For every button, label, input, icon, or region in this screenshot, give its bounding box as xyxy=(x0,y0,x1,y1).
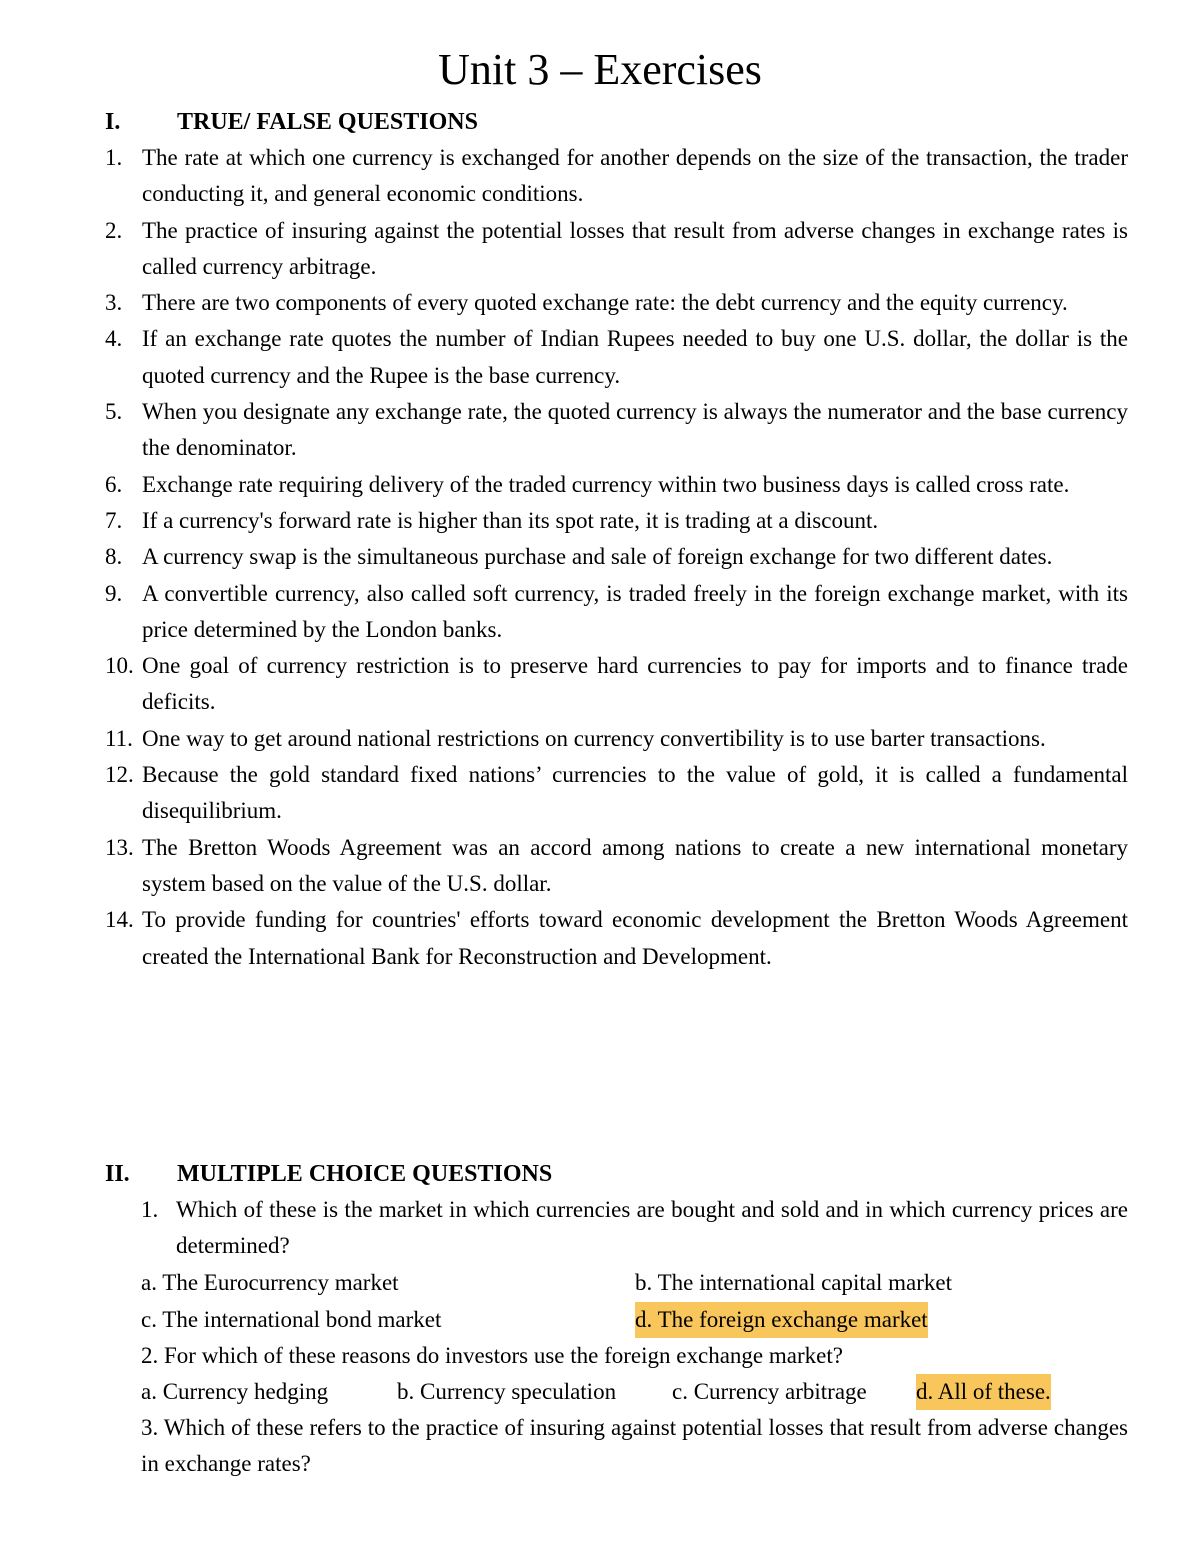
question-number: 3. xyxy=(105,290,123,316)
question-text: A convertible currency, also called soft currency, is traded freely in the foreign exchange market, with its price determined by the London banks. xyxy=(142,580,1128,642)
question-text: The practice of insuring against the potential losses that result from adverse changes in exchange rates is called currency arbitrage. xyxy=(142,217,1128,279)
section-number: II. xyxy=(105,1161,130,1187)
page-title: Unit 3 – Exercises xyxy=(438,45,762,94)
option-a: a. The Eurocurrency market xyxy=(141,1270,399,1295)
question-item xyxy=(105,648,1128,721)
question-item xyxy=(105,321,1128,394)
option-c: c. Currency arbitrage xyxy=(672,1379,867,1404)
question-number: 2. xyxy=(105,217,123,243)
section-title: MULTIPLE CHOICE QUESTIONS xyxy=(177,1161,553,1187)
question-item xyxy=(105,757,1128,830)
question-number: 8. xyxy=(105,544,123,570)
question-number: 10. xyxy=(105,653,134,679)
question-item xyxy=(105,830,1128,903)
question-item xyxy=(105,140,1128,213)
question-text: One goal of currency restriction is to preserve hard currencies to pay for imports and to finance trade deficits. xyxy=(142,653,1128,715)
option-c: c. The international bond market xyxy=(141,1307,442,1332)
question-text: The Bretton Woods Agreement was an accord among nations to create a new international monetary system based on the value of the U.S. dollar. xyxy=(142,834,1128,896)
question-text: If a currency's forward rate is higher than its spot rate, it is trading at a discount. xyxy=(142,507,879,533)
mc-question-2: 2. For which of these reasons do investors use the foreign exchange market? xyxy=(141,1343,843,1368)
question-item xyxy=(105,285,1128,321)
question-number: 1. xyxy=(141,1197,159,1222)
question-text: Because the gold standard fixed nations’ currencies to the value of gold, it is called a fundamental disequilibrium. xyxy=(142,762,1128,824)
question-item xyxy=(105,576,1128,649)
option-d-highlighted: d. All of these. xyxy=(916,1374,1051,1410)
question-number: 6. xyxy=(105,471,123,497)
option-a: a. Currency hedging xyxy=(141,1379,329,1404)
question-item xyxy=(105,467,1128,503)
question-text: When you designate any exchange rate, the quoted currency is always the numerator and the base currency the denominator. xyxy=(142,399,1128,461)
section-number: I. xyxy=(105,109,121,135)
option-b: b. The international capital market xyxy=(635,1270,952,1295)
question-text: If an exchange rate quotes the number of Indian Rupees needed to buy one U.S. dollar, the dollar is the quoted currency and the Rupee is the base currency. xyxy=(142,326,1128,388)
question-number: 13. xyxy=(105,834,134,860)
question-item xyxy=(105,539,1128,575)
question-text: There are two components of every quoted exchange rate: the debt currency and the equity currency. xyxy=(142,290,1068,316)
question-number: 4. xyxy=(105,326,123,352)
option-d-highlighted: d. The foreign exchange market xyxy=(635,1302,928,1338)
question-text: Exchange rate requiring delivery of the traded currency within two business days is called cross rate. xyxy=(142,471,1070,497)
question-text: The rate at which one currency is exchanged for another depends on the size of the transaction, the trader conducting it, and general economic conditions. xyxy=(142,145,1128,207)
mc-question-3: 3. Which of these refers to the practice of insuring against potential losses that result from adverse changes in exchange rates? xyxy=(141,1415,1128,1477)
section-title: TRUE/ FALSE QUESTIONS xyxy=(177,109,478,135)
question-number: 9. xyxy=(105,580,123,606)
question-item xyxy=(105,213,1128,286)
question-number: 1. xyxy=(105,145,123,170)
question-number: 5. xyxy=(105,399,123,425)
question-item xyxy=(105,721,1128,757)
question-item xyxy=(105,394,1128,467)
section-heading-multiple-choice xyxy=(105,1156,552,1192)
true-false-list xyxy=(105,140,1128,975)
question-text: A currency swap is the simultaneous purchase and sale of foreign exchange for two different dates. xyxy=(142,544,1053,570)
question-number: 7. xyxy=(105,507,123,533)
question-number: 14. xyxy=(105,907,134,933)
question-item xyxy=(105,503,1128,539)
question-number: 11. xyxy=(105,725,133,751)
question-item xyxy=(105,902,1128,975)
question-text: To provide funding for countries' efforts toward economic development the Bretton Woods Agreement created the International Bank for Reconstruction and Development. xyxy=(142,907,1128,969)
section-heading-true-false xyxy=(105,104,478,140)
question-text: Which of these is the market in which currencies are bought and sold and in which currency prices are determined? xyxy=(176,1197,1128,1259)
option-b: b. Currency speculation xyxy=(397,1379,617,1404)
question-text: One way to get around national restrictions on currency convertibility is to use barter transactions. xyxy=(142,725,1046,751)
question-number: 12. xyxy=(105,762,134,788)
mc-question-1 xyxy=(141,1192,1128,1265)
